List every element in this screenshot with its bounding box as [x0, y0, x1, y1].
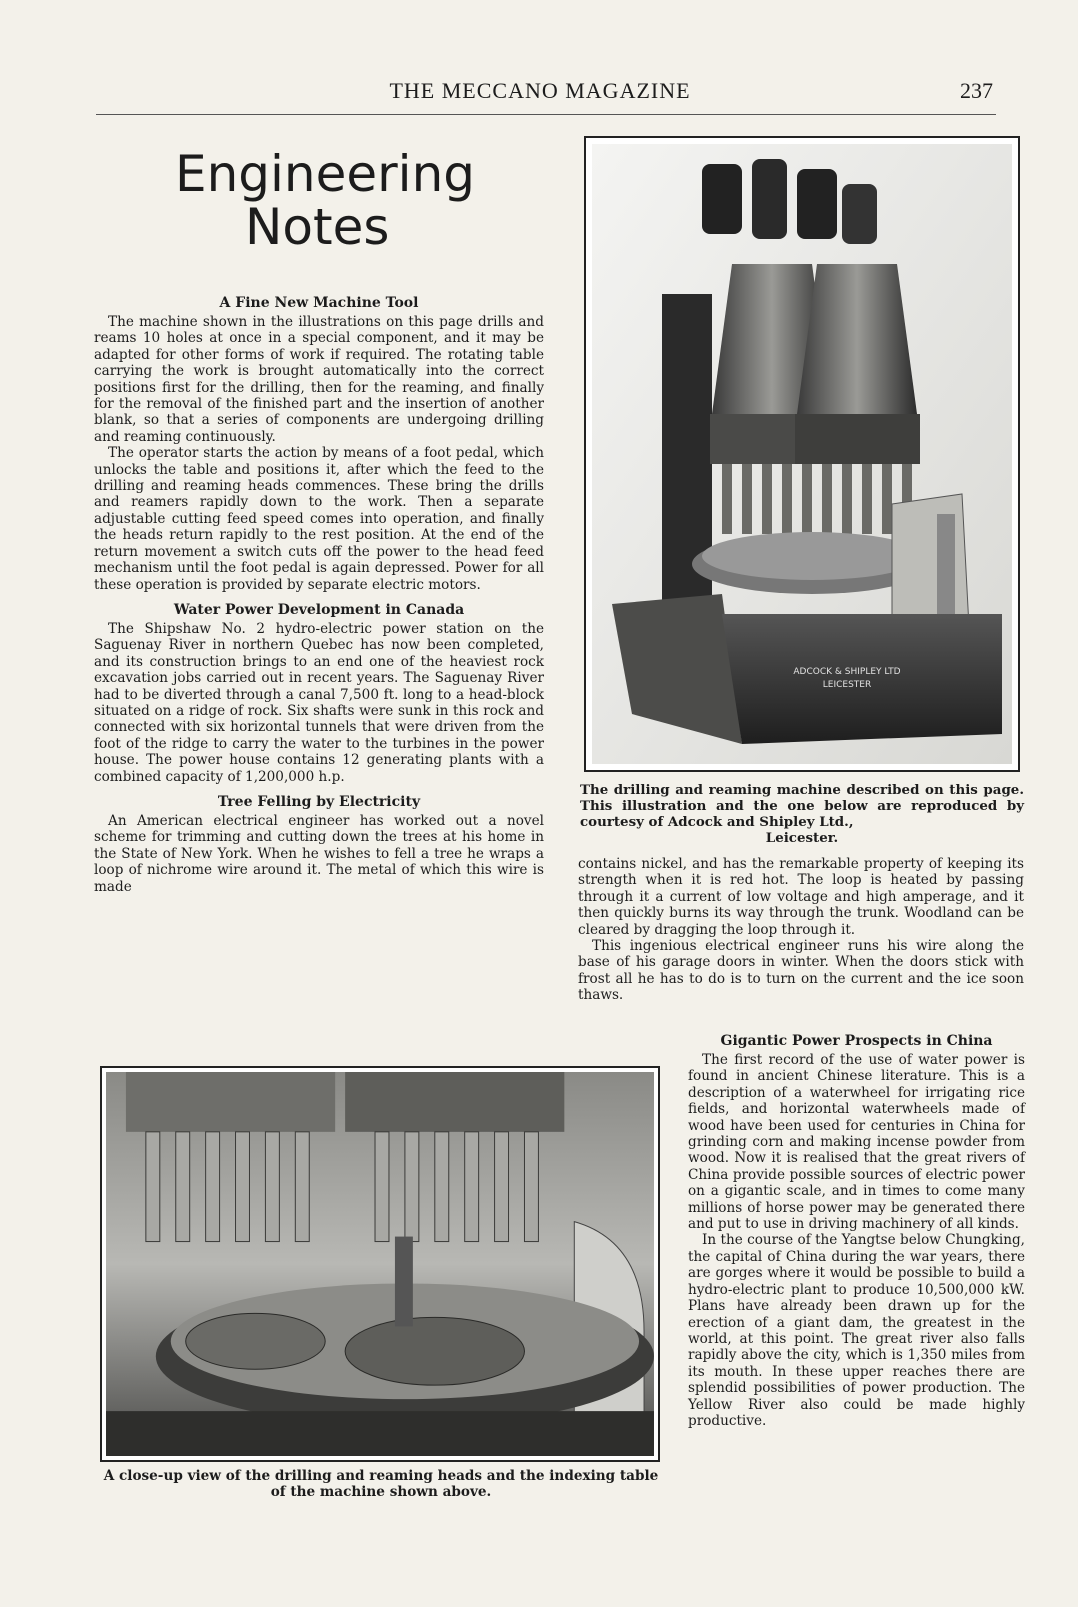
section-title	[150, 145, 480, 256]
section-title-line2: Notes	[245, 197, 390, 256]
caption-last-line: Leicester.	[765, 830, 839, 846]
paragraph: This ingenious electrical engineer runs his wire along the base of his garage doors in winter. When the doors stick with frost all he has to do is to turn on the current and the ice soon thaws.	[578, 938, 1024, 1004]
page-number: 237	[960, 78, 993, 103]
heading-water-power: Water Power Development in Canada	[173, 601, 465, 618]
right-column-middle	[578, 856, 1024, 1004]
paragraph: The first record of the use of water power is found in ancient Chinese literature. This is a description of a waterwheel for irrigating rice fields, and horizontal waterwheels made of wood have been used for centuries in China for grinding corn and making incense powder from wood. Now it is realised that the great rivers of China provide possible sources of electric power on a gigantic scale, and in times to come many millions of horse power may be generated there and put to use in driving machinery of all kinds.	[688, 1052, 1025, 1233]
closeup-illustration	[106, 1072, 654, 1456]
machine-plate-line1: ADCOCK & SHIPLEY LTD	[793, 667, 901, 677]
paragraph: The Shipshaw No. 2 hydro-electric power station on the Saguenay River in northern Quebec has now been completed, and its construction brings to an end one of the heaviest rock excavation jobs carried out in recent years. The Saguenay River had to be diverted through a canal 7,500 ft. long to a head-block situated on a ridge of rock. Six shafts were sunk in this rock and connected with six horizontal tunnels that were driven from the foot of the ridge to carry the water to the turbines in the power house. The power house contains 12 generating plants with a combined capacity of 1,200,000 h.p.	[94, 620, 544, 785]
paragraph: An American electrical engineer has worked out a novel scheme for trimming and cutting down the trees at his home in the State of New York. When he wishes to fell a tree he wraps a loop of nichrome wire around it. The metal of which this wire is made	[94, 812, 544, 895]
paragraph: The operator starts the action by means of a foot pedal, which unlocks the table and positions it, after which the feed to the drilling and reaming heads commences. These bring the drills and reamers rapidly down to the work. Then a separate adjustable cutting feed speed comes into operation, and finally the heads return rapidly to the rest position. At the end of the return movement a switch cuts off the power to the head feed mechanism until the foot pedal is again depressed. Power for all these operation is provided by separate electric motors.	[94, 445, 544, 593]
closeup-photo	[100, 1066, 660, 1462]
caption-main: The drilling and reaming machine described on this page. This illustration and the one below are reproduced by courtesy of Adcock and Shipley Ltd.,	[580, 782, 1024, 830]
heading-machine-tool: A Fine New Machine Tool	[219, 295, 419, 311]
machine-photo	[584, 136, 1020, 772]
right-column-lower	[688, 1030, 1025, 1429]
magazine-title: THE MECCANO MAGAZINE	[389, 78, 691, 103]
section-title-line1: Engineering	[175, 145, 475, 203]
paragraph: In the course of the Yangtse below Chungking, the capital of China during the war years, there are gorges where it would be possible to build a hydro-electric plant to produce 10,500,000 kW. Plans have already been drawn up for the erection of a giant dam, the greatest in the world, at this point. The great river also falls rapidly above the city, which is 1,350 miles from its mouth. In these upper reaches there are splendid possibilities of power production. The Yellow River also could be made highly productive.	[688, 1232, 1025, 1429]
paragraph: contains nickel, and has the remarkable property of keeping its strength when it is red hot. The loop is heated by passing through it a current of low voltage and high amperage, and it then quickly burns its way through the trunk. Woodland can be cleared by dragging the loop through it.	[578, 856, 1024, 938]
machine-plate-line2: LEICESTER	[822, 680, 872, 690]
paragraph: The machine shown in the illustrations on this page drills and reams 10 holes at once in a special component, and it may be adapted for other forms of work if required. The rotating table carrying the work is brought automatically into the correct positions first for the drilling, then for the reaming, and finally for the removal of the finished part and the insertion of another blank, so that a series of components are undergoing drilling and reaming continuously.	[94, 314, 544, 445]
bottom-photo-caption: A close-up view of the drilling and reaming heads and the indexing table of the machine shown above.	[103, 1468, 659, 1500]
heading-china-power: Gigantic Power Prospects in China	[720, 1033, 993, 1049]
heading-tree-felling: Tree Felling by Electricity	[217, 793, 421, 810]
machine-illustration	[592, 144, 1012, 764]
header-rule	[96, 114, 996, 115]
top-photo-caption	[580, 782, 1024, 846]
left-column	[94, 292, 544, 895]
